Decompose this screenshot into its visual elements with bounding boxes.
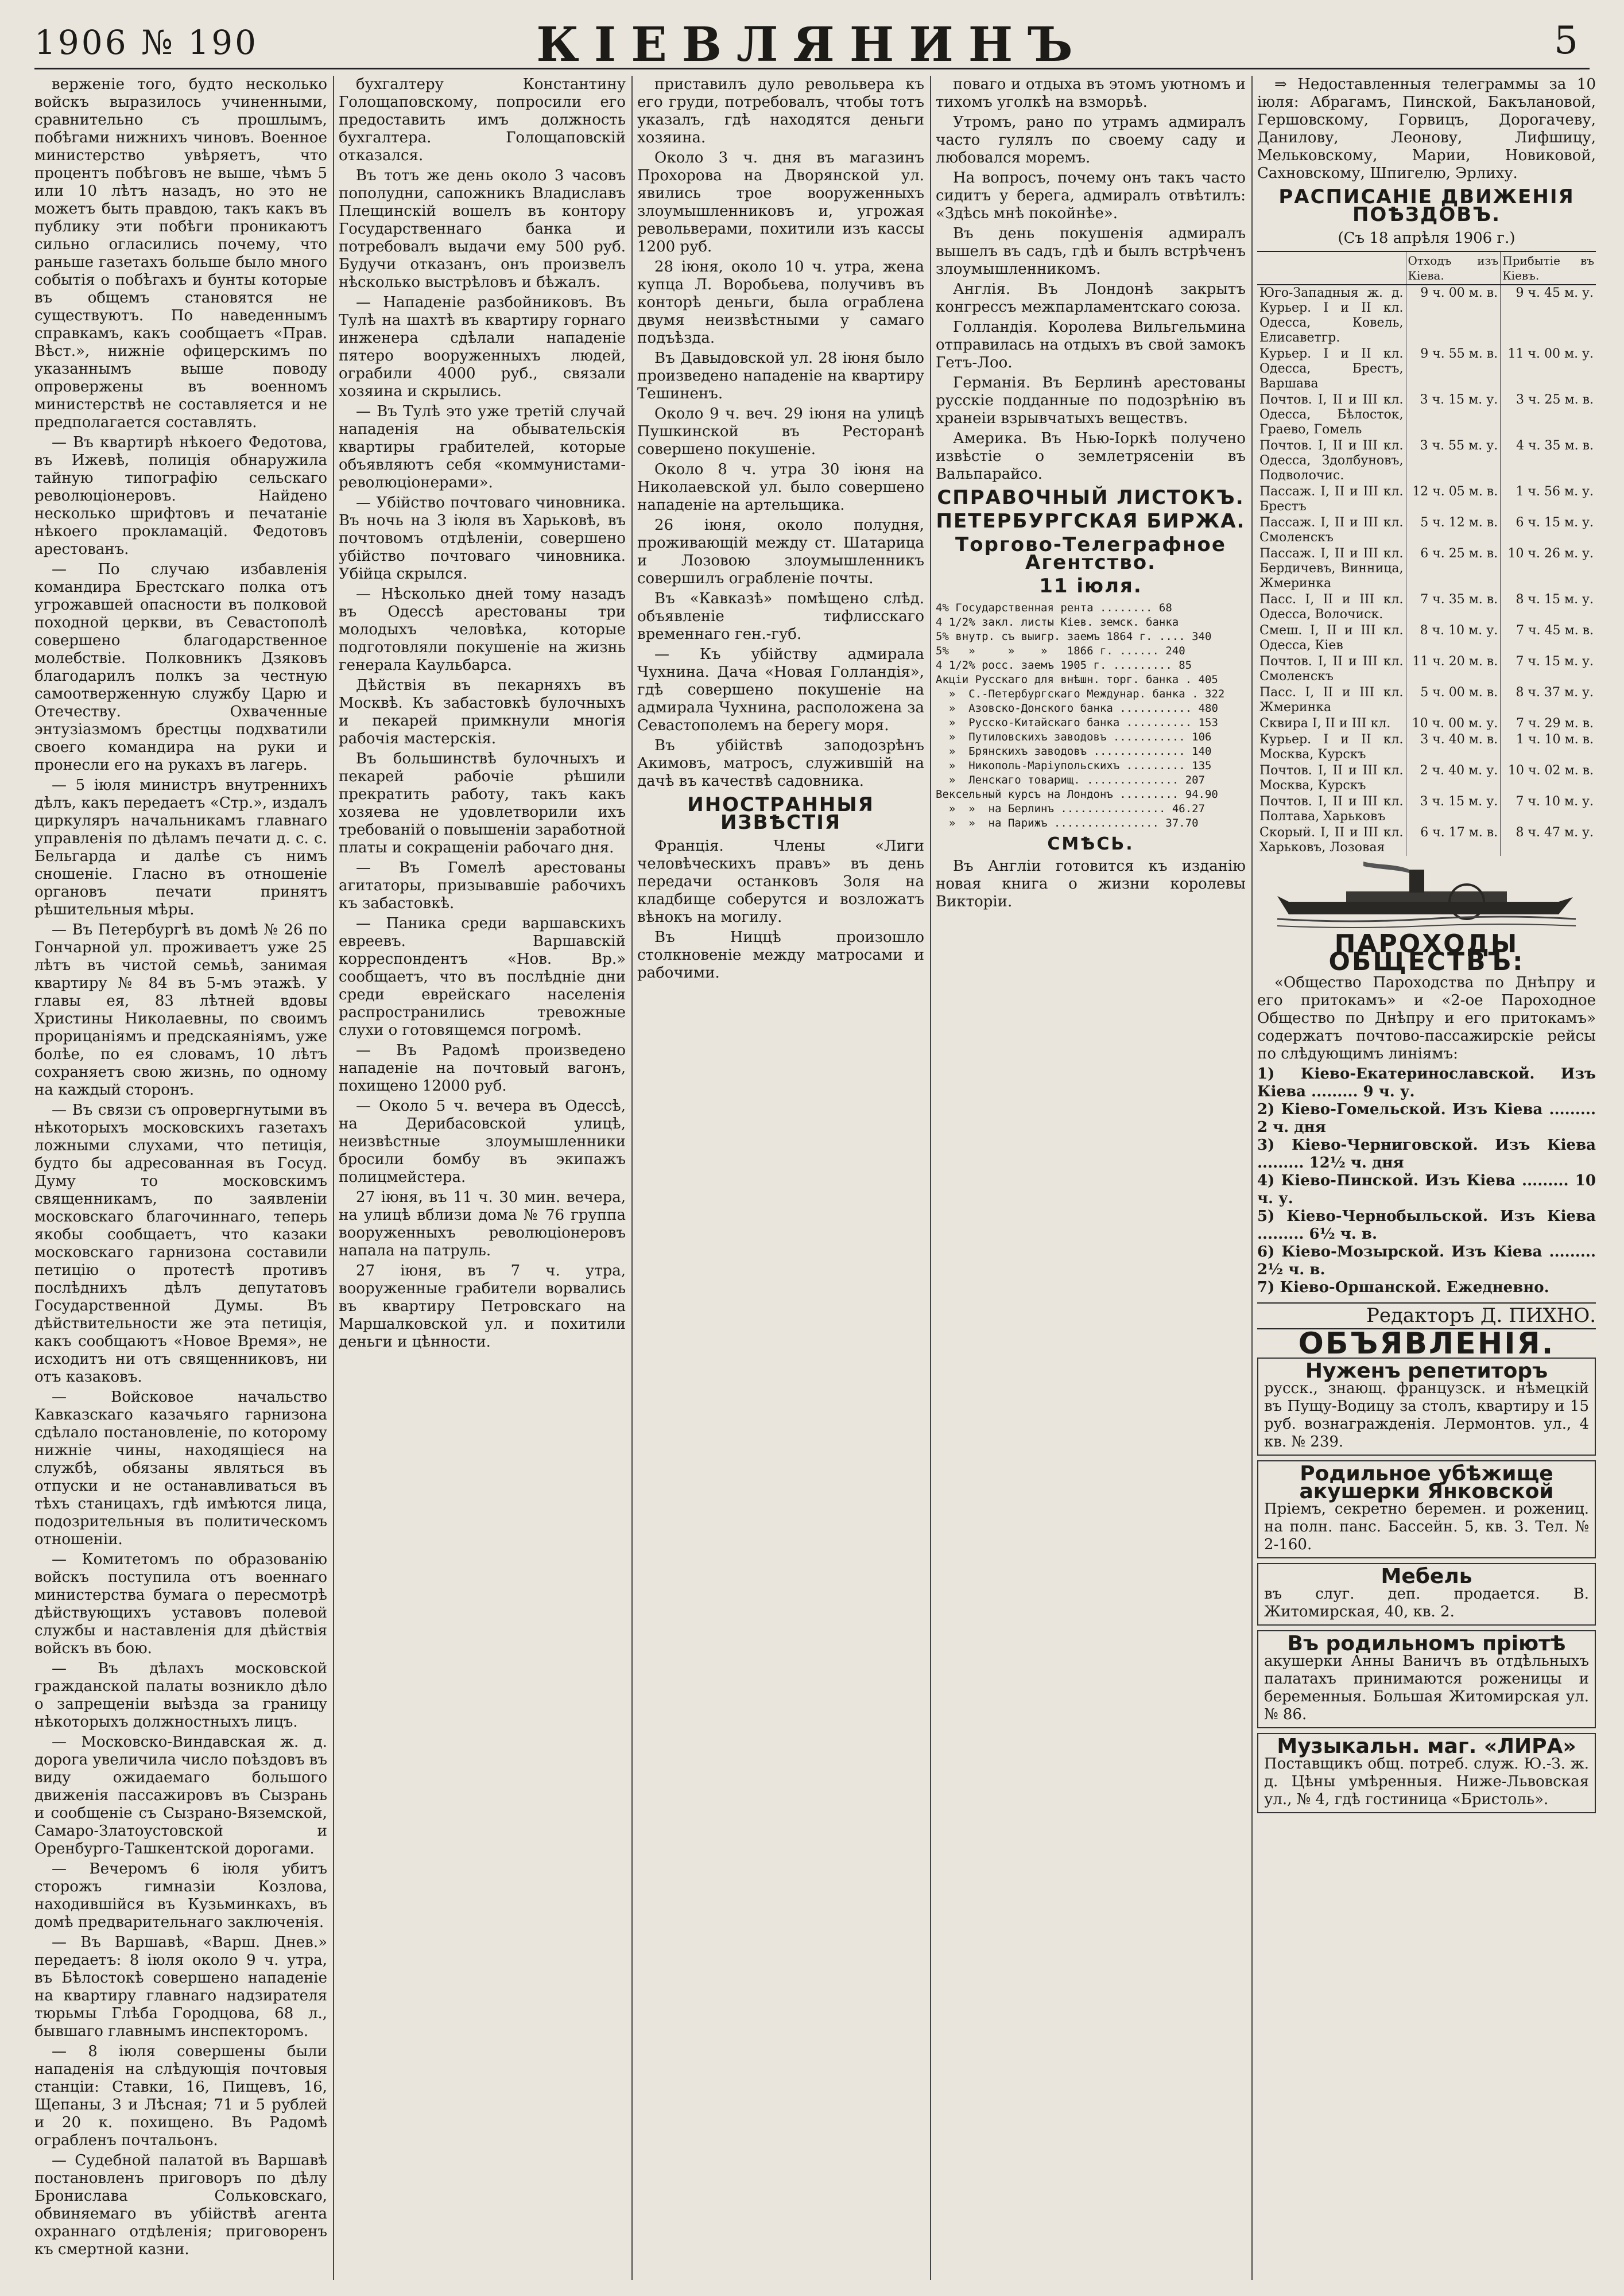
schedule-cell: 7 ч. 35 м. в.: [1406, 592, 1501, 623]
schedule-cell: Почтов. I, II и III кл. Одесса, Бѣлосток, Граево, Гомель: [1259, 393, 1404, 437]
schedule-header: Отходъ изъ Кіева.: [1406, 251, 1501, 285]
schedule-cell: 8 ч. 47 м. у.: [1501, 825, 1596, 856]
article-paragraph: — Войсковое начальство Кавказскаго казачьяго гарнизона сдѣлало постановленіе, по которому нижніе чины, находящіеся на службѣ, обязаны являться въ отпуски и не останавливаться въ тѣхъ станицахъ, гдѣ имѣются лица, подозрительныя въ политическомъ отношеніи.: [34, 1389, 327, 1548]
column-divider: [930, 76, 931, 2280]
schedule-header: [1257, 251, 1406, 285]
column-3: [637, 76, 924, 2280]
schedule-cell: 7 ч. 29 м. в.: [1501, 716, 1596, 732]
schedule-cell: Почтов. I, II и III кл. Полтава, Харьковъ: [1259, 794, 1404, 824]
schedule-cell: 9 ч. 45 м. у.: [1501, 285, 1596, 346]
schedule-cell: Почтов. I, II и III кл. Москва, Курскъ: [1259, 763, 1404, 793]
ad-text: Пріемъ, секретно беремен. и рожениц. на полн. панс. Бассейн. 5, кв. 3. Тел. № 2-160.: [1264, 1500, 1589, 1553]
column-4-text: [936, 76, 1246, 598]
schedule-cell: 8 ч. 37 м. у.: [1501, 685, 1596, 716]
article-paragraph: — Въ квартирѣ нѣкоего Федотова, въ Ижевѣ, полиція обнаружила тайную типографію сельскаго революціонеровъ. Найдено несколько шрифтовъ и печатаніе нѣкоего прокламацій. Федотовъ арестованъ.: [34, 434, 327, 558]
article-paragraph: 27 іюня, въ 11 ч. 30 мин. вечера, на улицѣ вблизи дома № 76 группа вооруженныхъ революціонеровъ напала на патруль.: [339, 1189, 626, 1259]
schedule-subtitle: (Съ 18 апрѣля 1906 г.): [1338, 230, 1516, 247]
article-paragraph: — Нѣсколько дней тому назадъ въ Одессѣ арестованы три молодыхъ человѣка, которые подготовляли покушеніе на жизнь генерала Каульбарса.: [339, 585, 626, 674]
ad-text: русск., знающ. французск. и нѣмецкій въ Пущу-Водицу за столъ, квартиру и 15 руб. вознагражденія. Лермонтов. ул., 4 кв. № 239.: [1264, 1380, 1589, 1450]
article-paragraph: Дѣйствія въ пекарняхъ въ Москвѣ. Къ забастовкѣ булочныхъ и пекарей примкнули многія рабочія мастерскія.: [339, 677, 626, 747]
section-heading: ПЕТЕРБУРГСКАЯ БИРЖА.: [936, 510, 1246, 533]
article-paragraph: Франція. Члены «Лиги человѣческихъ правъ» въ день передачи останковъ Золя на кладбище соберутся и возложатъ вѣнокъ на могилу.: [637, 837, 924, 926]
schedule-row: [1257, 794, 1596, 825]
ad-heading: Родильное убѣжище акушерки Янковской: [1299, 1462, 1554, 1503]
schedule-row: [1257, 654, 1596, 685]
article-paragraph: — Комитетомъ по образованію войскъ поступила отъ военнаго министерства бумага о пересмотрѣ дѣйствующихъ уставовъ полевой службы и наставленія для дѣйствія войскъ въ бою.: [34, 1551, 327, 1657]
article-paragraph: Въ Давыдовской ул. 28 іюня было произведено нападеніе на квартиру Тешиненъ.: [637, 350, 924, 402]
schedule-cell: 2 ч. 40 м. у.: [1406, 763, 1501, 794]
article-paragraph: приставилъ дуло револьвера къ его груди, потребовалъ, чтобы тотъ указалъ, гдѣ находятся деньги хозяина.: [637, 76, 924, 146]
ad-text: акушерки Анны Ваничъ въ отдѣльныхъ палатахъ принимаются роженицы и беременныя. Большая Житомирская ул. № 86.: [1264, 1653, 1589, 1723]
telegrams-notice: [1257, 76, 1596, 183]
column-5: [1257, 76, 1596, 2280]
schedule-cell: Курьер. I и II кл. Москва, Курскъ: [1259, 732, 1404, 762]
article-paragraph: Въ убійствѣ заподозрѣнъ Акимовъ, матросъ, служившій на дачѣ въ качествѣ садовника.: [637, 737, 924, 790]
schedule-cell: 9 ч. 00 м. в.: [1406, 285, 1501, 346]
schedule-cell: Сквира I, II и III кл.: [1259, 716, 1391, 731]
schedule-row: [1257, 515, 1596, 546]
advertisement: [1257, 1630, 1596, 1728]
schedule-cell: 7 ч. 15 м. у.: [1501, 654, 1596, 685]
column-divider: [631, 76, 633, 2280]
schedule-row: [1257, 546, 1596, 592]
steamer-line: 6) Кіево-Мозырской. Изъ Кіева ......... 2½ ч. в.: [1257, 1243, 1596, 1278]
ad-heading: Нуженъ репетиторъ: [1305, 1359, 1548, 1383]
article-paragraph: Въ «Кавказѣ» помѣщено слѣд. объявленіе тифлисскаго временнаго ген.-губ.: [637, 590, 924, 643]
schedule-cell: Пассаж. I, II и III кл. Брестъ: [1259, 484, 1404, 514]
schedule-cell: 5 ч. 12 м. в.: [1406, 515, 1501, 546]
ad-heading: Въ родильномъ пріютѣ: [1287, 1632, 1566, 1655]
steamer-line: 1) Кіево-Екатеринославской. Изъ Кіева ......... 9 ч. у.: [1257, 1065, 1596, 1100]
schedule-cell: 3 ч. 15 м. у.: [1406, 392, 1501, 438]
ad-text: въ слуг. деп. продается. В. Житомирская, 40, кв. 2.: [1264, 1585, 1589, 1620]
schedule-cell: 9 ч. 55 м. в.: [1406, 346, 1501, 392]
steamer-line: 4) Кіево-Пинской. Изъ Кіева ......... 10 ч. у.: [1257, 1172, 1596, 1207]
schedule-cell: 7 ч. 10 м. у.: [1501, 794, 1596, 825]
schedule-row: [1257, 438, 1596, 484]
article-paragraph: Около 3 ч. дня въ магазинъ Прохорова на Дворянской ул. явились трое вооруженныхъ злоумышленниковъ и, угрожая револьверами, похитили изъ кассы 1200 руб.: [637, 149, 924, 255]
schedule-cell: Почтов. I, II и III кл. Смоленскъ: [1259, 654, 1404, 684]
schedule-row: [1257, 285, 1596, 346]
schedule-row: [1257, 346, 1596, 392]
schedule-cell: Пассаж. I, II и III кл. Бердичевъ, Винница, Жмеринка: [1259, 546, 1404, 591]
schedule-header: Прибытіе въ Кіевъ.: [1501, 251, 1596, 285]
masthead-title: КІЕВЛЯНИНЪ: [536, 17, 1088, 72]
article-paragraph: — Судебной палатой въ Варшавѣ постановленъ приговоръ по дѣлу Бронислава Сольковскаго, обвиняемаго въ убійствѣ агента охраннаго отдѣленія; приговоренъ къ смертной казни.: [34, 2152, 327, 2258]
article-paragraph: Голландія. Королева Вильгельмина отправилась на отдыхъ въ свой замокъ Гетъ-Лоо.: [936, 319, 1246, 371]
article-paragraph: — Въ дѣлахъ московской гражданской палаты возникло дѣло о запрещеніи выѣзда за границу нѣкоторыхъ должностныхъ лицъ.: [34, 1660, 327, 1731]
article-paragraph: — Вечеромъ 6 іюля убитъ сторожъ гимназіи Козлова, находившійся въ Кузьминкахъ, въ домѣ предварительнаго заключенія.: [34, 1860, 327, 1931]
schedule-cell: Скорый. I, II и III кл. Харьковъ, Лозовая: [1259, 825, 1404, 855]
schedule-cell: 4 ч. 35 м. в.: [1501, 438, 1596, 484]
schedule-cell: 12 ч. 05 м. в.: [1406, 484, 1501, 515]
schedule-row: [1257, 623, 1596, 654]
article-paragraph: верженіе того, будто несколько войскъ выразилось учиненными, сравнительно съ прошлымъ, побѣгами нижнихъ чиновъ. Военное министерство увѣряетъ, что процентъ побѣговъ не выше, чѣмъ 5 или 10 лѣтъ назадъ, но это не можетъ быть правдою, такъ какъ въ публику эти побѣги проникаютъ сильно огласились почему, что раньше газетахъ больше было много событія о побѣгахъ и бунты которые въ общемъ становятся не существуютъ. По наведеннымъ справкамъ, какъ сообщаетъ «Прав. Вѣст.», нижніе офицерскимъ по указаннымъ выше поводу опровержены въ военномъ министерствѣ не составляется и не предполагается составлять.: [34, 76, 327, 431]
schedule-cell: Пассаж. I, II и III кл. Смоленскъ: [1259, 515, 1404, 545]
advertisement: [1257, 1733, 1596, 1813]
steamer-line: 3) Кіево-Черниговской. Изъ Кіева ......... 12½ ч. дня: [1257, 1137, 1596, 1172]
article-paragraph: Англія. Въ Лондонѣ закрытъ конгрессъ межпарламентскаго союза.: [936, 281, 1246, 316]
schedule-cell: Курьер. I и II кл. Одесса, Брестъ, Варшава: [1259, 347, 1404, 391]
schedule-cell: 10 ч. 00 м. у.: [1406, 716, 1501, 732]
schedule-cell: 3 ч. 25 м. в.: [1501, 392, 1596, 438]
advertisement: [1257, 1358, 1596, 1456]
section-heading: СМѢСЬ.: [1047, 834, 1134, 854]
article-paragraph: поваго и отдыха въ этомъ уютномъ и тихомъ уголкѣ на взморьѣ.: [936, 76, 1246, 111]
steamer-line: 2) Кіево-Гомельской. Изъ Кіева ......... 2 ч. дня: [1257, 1101, 1596, 1136]
article-paragraph: — Около 5 ч. вечера въ Одессѣ, на Дерибасовской улицѣ, неизвѣстные злоумышленники бросили бомбу въ экипажъ полицмейстера.: [339, 1097, 626, 1186]
section-heading: 11 іюля.: [1039, 575, 1142, 598]
ad-text: Поставщикъ общ. потреб. служ. Ю.-З. ж. д. Цѣны умѣренныя. Ниже-Львовская ул., № 4, гдѣ гостиница «Бристоль».: [1264, 1755, 1589, 1808]
article-paragraph: Въ Ниццѣ произошло столкновеніе между матросами и рабочими.: [637, 929, 924, 982]
article-paragraph: Германія. Въ Берлинѣ арестованы русскіе подданные по подозрѣнію въ хранеіи взрывчатыхъ веществъ.: [936, 374, 1246, 427]
article-paragraph: — Убійство почтоваго чиновника. Въ ночь на 3 іюля въ Харьковѣ, въ почтовомъ отдѣленіи, совершено убійство почтоваго чиновника. Убійца скрылся.: [339, 494, 626, 583]
article-paragraph: ⇒ Недоставленныя телеграммы за 10 іюля: Абрагамъ, Пинской, Бакълановой, Гершовскому, Горвицъ, Дорогачеву, Данилову, Леонову, Лифшицу, Мельковскому, Марии, Новиковой, Сахновскому, Шпигелю, Эрлиху.: [1257, 76, 1596, 182]
article-paragraph: 27 іюня, въ 7 ч. утра, вооруженные грабители ворвались въ квартиру Петровскаго на Маршалковской ул. и похитили деньги и цѣнности.: [339, 1262, 626, 1351]
schedule-row: [1257, 732, 1596, 763]
schedule-cell: 3 ч. 15 м. у.: [1406, 794, 1501, 825]
article-paragraph: Америка. Въ Нью-Іоркѣ получено извѣстіе о землетрясеніи въ Вальпарайсо.: [936, 430, 1246, 483]
column-divider: [1251, 76, 1253, 2280]
article-paragraph: — Въ Радомѣ произведено нападеніе на почтовый вагонъ, похищено 12000 руб.: [339, 1042, 626, 1095]
advertisement: [1257, 1460, 1596, 1558]
column-4: [936, 76, 1246, 2280]
section-heading: Торгово-Телеграфное Агентство.: [955, 533, 1226, 574]
schedule-cell: 11 ч. 20 м. в.: [1406, 654, 1501, 685]
schedule-cell: 1 ч. 10 м. в.: [1501, 732, 1596, 763]
steamers-title: ПАРОХОДЫ ОБЩЕСТВЪ:: [1328, 929, 1525, 976]
article-paragraph: — Къ убійству адмирала Чухнина. Дача «Новая Голландія», гдѣ совершено покушеніе на адмирала Чухнина, расположена за Севастополемъ на берегу моря.: [637, 646, 924, 734]
article-paragraph: — Паника среди варшавскихъ евреевъ. Варшавскій корреспондентъ «Нов. Вр.» сообщаетъ, что въ послѣдніе дни среди еврейскаго населенія распространились тревожные слухи о готовящемся погромѣ.: [339, 915, 626, 1039]
article-paragraph: — Въ связи съ опровергнутыми въ нѣкоторыхъ московскихъ газетахъ ложными слухами, что петиція, будто бы адресованная въ Госуд. Думу то московскимъ священникамъ, по заявленіи московскаго благочиннаго, теперь якобы сообщаетъ, что казаки московскаго гарнизона составили петицію о протестѣ противъ послѣднихъ дѣлъ депутатовъ Государственной Думы. Въ дѣйствительности же эта петиція, какъ сообщаютъ «Новое Время», не исходитъ ни отъ священниковъ, ни отъ казаковъ.: [34, 1102, 327, 1386]
article-paragraph: — 8 іюля совершены были нападенія на слѣдующія почтовыя станціи: Ставки, 16, Пищевъ, 16, Щепаны, 3 и Лѣсная; 71 и 5 рублей и 20 к. похищено. Въ Радомѣ ограбленъ почтальонъ.: [34, 2043, 327, 2149]
section-heading: ИНОСТРАННЫЯ ИЗВѢСТІЯ: [687, 793, 874, 834]
article-paragraph: — По случаю избавленія командира Брестскаго полка отъ угрожавшей опасности въ полковой походной церкви, въ Севастополѣ совершено благодарственное молебствіе. Полковникъ Дзяковъ благодарилъ полкъ за честную самоотверженную службу Царю и Отечеству. Охваченные энтузіазмомъ брестцы подхватили своего командира на руки и пронесли его на рукахъ въ лагерь.: [34, 561, 327, 774]
schedule-cell: 6 ч. 25 м. в.: [1406, 546, 1501, 592]
article-paragraph: бухгалтеру Константину Голощаповскому, попросили его предоставить имъ должность бухгалтера. Голощаповскій отказался.: [339, 76, 626, 164]
schedule-cell: 6 ч. 17 м. в.: [1406, 825, 1501, 856]
schedule-cell: 6 ч. 15 м. у.: [1501, 515, 1596, 546]
article-paragraph: 28 іюня, около 10 ч. утра, жена купца Л. Воробьева, получивъ въ конторѣ деньги, была ограблена двумя неизвѣстными у самаго подъѣзда.: [637, 258, 924, 347]
schedule-title: РАСПИСАНІЕ ДВИЖЕНІЯ ПОѢЗДОВЪ.: [1278, 185, 1575, 226]
schedule-cell: 1 ч. 56 м. у.: [1501, 484, 1596, 515]
exchange-table: 4% Государственная рента ........ 68 4 1/2% закл. листы Кіев. земск. банка 5% внутр. съ выигр. заемъ 1864 г. .... 340 5% » » » 1866 г. ...... 240 4 1/2% росс. заемъ 1905 г. ......... 85 Акціи Русскаго для внѣшн. торг. банка . 405 » С.-Петербургскаго Междунар. банка . 322 » Азовско-Донского банка ........... 480 » Русско-Китайскаго банка .......... 153 » Путиловскихъ заводовъ ........... 106 » Брянскихъ заводовъ .............. 140 » Никополь-Маріупольскихъ ......... 135 » Ленскаго товарищ. .............. 207 Вексельный курсъ на Лондонъ ......... 94.90 » » на Берлинъ ................ 46.27 » » на Парижъ ................ 37.70: [936, 602, 1225, 829]
article-paragraph: — Въ Тулѣ это уже третій случай нападенія на обывательскія квартиры грабителей, которые объявляютъ себя «коммунистами-революціонерами».: [339, 403, 626, 491]
schedule-row: [1257, 484, 1596, 515]
column-2: [339, 76, 626, 2280]
schedule-cell: 3 ч. 40 м. в.: [1406, 732, 1501, 763]
article-paragraph: — Нападеніе разбойниковъ. Въ Тулѣ на шахтѣ въ квартиру горнаго инженера сдѣлали нападеніе пятеро вооруженныхъ людей, ограбили 4000 руб., связали хозяина и скрылись.: [339, 294, 626, 400]
steamers-subtitle: «Общество Пароходства по Днѣпру и его притокамъ» и «2-ое Пароходное Общество по Днѣпру и его притокамъ» содержатъ почтово-пассажирскіе рейсы по слѣдующимъ линіямъ:: [1257, 974, 1596, 1062]
ad-heading: Мебель: [1381, 1565, 1472, 1588]
schedule-row: [1257, 825, 1596, 856]
article-paragraph: Около 9 ч. веч. 29 іюня на улицѣ Пушкинской въ Ресторанѣ совершено покушеніе.: [637, 405, 924, 458]
article-paragraph: — Московско-Виндавская ж. д. дорога увеличила число поѣздовъ въ виду ожидаемаго большого движенія пассажировъ въ Сызрань и сообщеніе съ Сызрано-Вяземской, Самаро-Златоустовской и Оренбурго-Ташкентской дорогами.: [34, 1733, 327, 1857]
schedule-cell: Юго-Западныя ж. д. Курьер. I и II кл. Одесса, Ковель, Елисаветгр.: [1259, 286, 1404, 345]
article-paragraph: Въ день покушенія адмиралъ вышелъ въ садъ, гдѣ и былъ встрѣченъ злоумышленникомъ.: [936, 225, 1246, 278]
editor-line: Редакторъ Д. ПИХНО.: [1257, 1302, 1596, 1329]
steamer-lines: [1257, 1065, 1596, 1297]
schedule-cell: 5 ч. 00 м. в.: [1406, 685, 1501, 716]
schedule-row: [1257, 392, 1596, 438]
article-paragraph: Въ Англіи готовится къ изданію новая книга о жизни королевы Викторіи.: [936, 858, 1246, 910]
schedule-cell: 8 ч. 10 м. у.: [1406, 623, 1501, 654]
schedule-cell: Смеш. I, II и III кл. Одесса, Кіев: [1259, 623, 1404, 653]
column-4-misc: [936, 835, 1246, 911]
column-1: [34, 76, 327, 2280]
article-paragraph: Утромъ, рано по утрамъ адмиралъ часто гулялъ по своему саду и любовался моремъ.: [936, 114, 1246, 166]
schedule-cell: Пасс. I, II и III кл. Одесса, Волочиск.: [1259, 592, 1404, 622]
schedule-cell: 7 ч. 45 м. в.: [1501, 623, 1596, 654]
ad-heading: Музыкальн. маг. «ЛИРА»: [1277, 1735, 1576, 1758]
schedule-cell: Почтов. I, II и III кл. Одесса, Здолбуновъ, Подволочис.: [1259, 439, 1404, 483]
article-paragraph: 26 іюня, около полудня, проживающій между ст. Шатарица и Лозовою злоумышленникъ совершилъ ограбленіе почты.: [637, 517, 924, 587]
train-schedule-table: [1257, 251, 1596, 856]
steamer-icon: [1277, 862, 1576, 930]
schedule-cell: 10 ч. 26 м. у.: [1501, 546, 1596, 592]
schedule-row: [1257, 716, 1596, 732]
article-paragraph: Около 8 ч. утра 30 іюня на Николаевской ул. было совершено нападеніе на артельщика.: [637, 461, 924, 514]
column-divider: [333, 76, 334, 2280]
article-paragraph: — Въ Варшавѣ, «Варш. Днев.» передаетъ: 8 іюля около 9 ч. утра, въ Бѣлостокѣ совершено нападеніе на квартиру главнаго надзирателя тюрьмы Глѣба Городцова, 68 л., бывшаго главнымъ инспекторомъ.: [34, 1934, 327, 2040]
article-paragraph: Въ тотъ же день около 3 часовъ пополудни, сапожникъ Владиславъ Плещинскій вошелъ въ контору Государственнаго банка и потребовалъ выдачи ему 500 руб. Будучи отказанъ, онъ произвелъ нѣсколько выстрѣловъ и бѣжалъ.: [339, 167, 626, 291]
article-paragraph: На вопросъ, почему онъ такъ часто сидитъ у берега, адмиралъ отвѣтилъ: «Здѣсь мнѣ покойнѣе».: [936, 169, 1246, 222]
article-paragraph: — Въ Гомелѣ арестованы агитаторы, призывавшіе рабочихъ къ забастовкѣ.: [339, 859, 626, 912]
schedule-row: [1257, 763, 1596, 794]
schedule-cell: 10 ч. 02 м. в.: [1501, 763, 1596, 794]
advertisement: [1257, 1563, 1596, 1626]
article-paragraph: — Въ Петербургѣ въ домѣ № 26 по Гончарной ул. проживаетъ уже 25 лѣтъ въ чистой семьѣ, занимая квартиру № 84 въ 5-мъ этажѣ. У главы ея, 83 лѣтней вдовы Христины Николаевны, по своимъ прорицаніямъ и предскаяніямъ, уже болѣе, по ея словамъ, 10 лѣтъ сохраняетъ свою жизнь, по одному на каждый сторонъ.: [34, 921, 327, 1099]
schedule-row: [1257, 592, 1596, 623]
schedule-cell: 3 ч. 55 м. у.: [1406, 438, 1501, 484]
steamer-line: 5) Кіево-Чернобыльской. Изъ Кіева ......... 6½ ч. в.: [1257, 1208, 1596, 1243]
ads-title: ОБЪЯВЛЕНІЯ.: [1298, 1327, 1555, 1361]
header-rule: [34, 68, 1590, 69]
schedule-cell: Пасс. I, II и III кл. Жмеринка: [1259, 685, 1404, 715]
schedule-cell: 8 ч. 15 м. у.: [1501, 592, 1596, 623]
ads-list: [1257, 1358, 1596, 1813]
schedule-cell: 11 ч. 00 м. у.: [1501, 346, 1596, 392]
page-number: 5: [1554, 18, 1578, 63]
section-heading: СПРАВОЧНЫЙ ЛИСТОКЪ.: [937, 486, 1245, 509]
steamer-line: 7) Кіево-Оршанской. Ежедневно.: [1257, 1279, 1549, 1296]
issue-date: 1906 № 190: [34, 23, 259, 62]
article-paragraph: — 5 іюля министръ внутреннихъ дѣлъ, какъ передаетъ «Стр.», издалъ циркуляръ начальникамъ главнаго управленія по дѣламъ печати д. с. с. Бельгарда и далѣе съ нимъ сношеніе. Гласно въ отношеніе органовъ печати принятъ рѣшительныя мѣры.: [34, 777, 327, 918]
article-paragraph: Въ большинствѣ булочныхъ и пекарей рабочіе рѣшили прекратить работу, такъ какъ хозяева не удовлетворили ихъ требованій о повышеніи заработной платы и сокращеніи рабочаго дня.: [339, 750, 626, 856]
schedule-row: [1257, 685, 1596, 716]
